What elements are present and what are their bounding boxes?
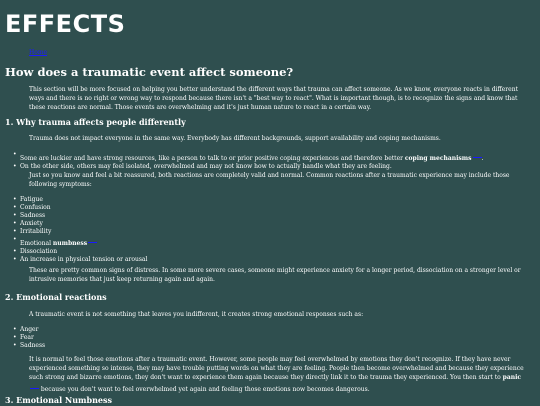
glossary-link-icon[interactable] — [473, 151, 482, 158]
coping-list — [20, 151, 525, 171]
main-heading: How does a traumatic event affect someone? — [5, 65, 294, 79]
list-item: • Emotional numbness — [20, 236, 525, 248]
section-heading-emotional-reactions: 2. Emotional reactions — [5, 292, 107, 302]
symptom-list — [20, 196, 525, 264]
section2-paragraph-2: It is normal to feel those emotions after a traumatic event. However, some people may feel overwhelmed by emotions they don't recognize. If they have never experienced something so intense, they may have trouble putting words on what they are feeling. People then become overwhelmed and because they experience such strong and bizarre emotions, they don't want to experience them again because they directly link it to the trauma they experienced. You then start to panic because you don't want to feel overwhelmed yet again and feeling those emotions now becomes dangerous. — [29, 356, 524, 394]
section2-paragraph-1: A traumatic event is not something that leaves you indifferent, it creates strong emotional responses such as: — [29, 311, 364, 318]
list-item: • Fatigue — [20, 196, 525, 204]
glossary-link-icon[interactable] — [30, 382, 39, 389]
section1-paragraph-1: Trauma does not impact everyone in the same way. Everybody has different backgrounds, support availability and coping mechanisms. — [29, 135, 441, 142]
section-heading-why-trauma: 1. Why trauma affects people differently — [5, 117, 186, 127]
glossary-link-icon[interactable] — [88, 236, 97, 243]
page-title: EFFECTS — [5, 10, 126, 38]
home-link[interactable]: Home — [29, 49, 48, 56]
list-item: • On the other side, others may feel isolated, overwhelmed and may not know how to actually handle what they are feeling. — [20, 163, 525, 171]
numbness-term: numbness — [52, 240, 88, 247]
panic-term: panic — [502, 373, 522, 381]
list-item: • Fear — [20, 334, 525, 342]
list-item: • Sadness — [20, 342, 525, 350]
list-item: • Sadness — [20, 212, 525, 220]
list-item: • Irritability — [20, 228, 525, 236]
section1-paragraph-3: These are pretty common signs of distress. In some more severe cases, someone might experience anxiety for a longer period, dissociation on a stronger level or intrusive memories that just keep returning again and again. — [29, 267, 521, 283]
coping-mechanisms-term: coping mechanisms — [404, 155, 472, 162]
list-item: • Dissociation — [20, 248, 525, 256]
list-item: • Some are luckier and have strong resources, like a person to talk to or prior positive coping experiences and therefore better coping mechanisms . — [20, 151, 525, 163]
section1-paragraph-2: Just so you know and feel a bit reassured, both reactions are completely valid and normal. Common reactions after a traumatic experience may include those following symptoms: — [29, 172, 510, 188]
list-item: • An increase in physical tension or arousal — [20, 256, 525, 264]
section-heading-emotional-numbness: 3. Emotional Numbness — [5, 395, 113, 405]
emotion-list — [20, 326, 525, 350]
list-item: • Anger — [20, 326, 525, 334]
list-item: • Anxiety — [20, 220, 525, 228]
list-item: • Confusion — [20, 204, 525, 212]
intro-paragraph: This section will be more focused on helping you better understand the different ways that trauma can affect someone. As we know, everyone reacts in different ways and there is no right or wrong way to respond because there isn't a "best way to react". What is important though, is to recognize the signs and know that these reactions are normal. Those events are overwhelming and it's just human nature to react in a certain way. — [29, 86, 518, 111]
